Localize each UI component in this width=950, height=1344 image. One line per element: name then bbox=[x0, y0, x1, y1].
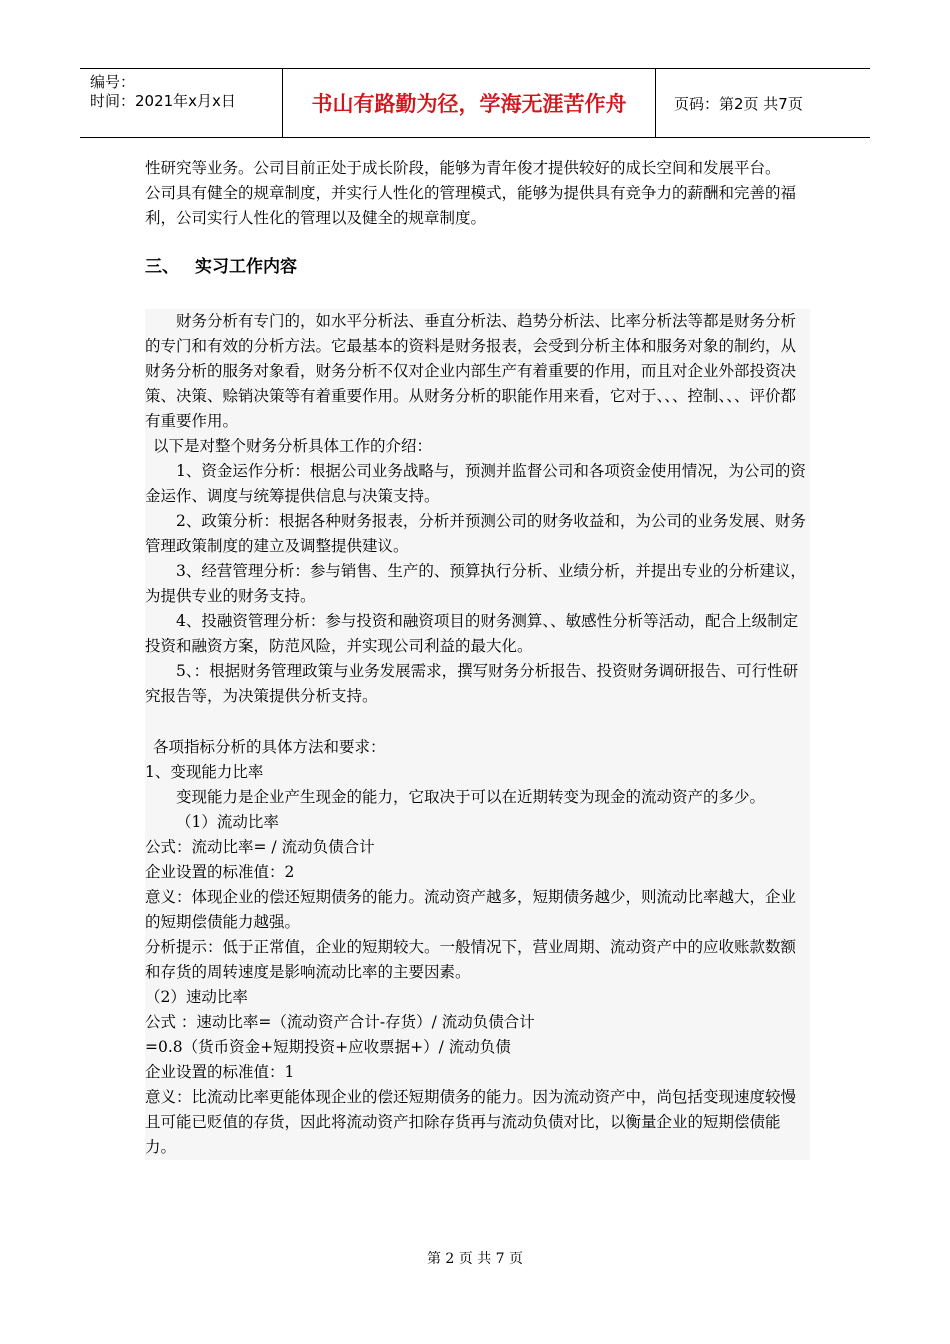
header-page-text: 页码：第2页 共7页 bbox=[674, 94, 803, 113]
list-item: 5、：根据财务管理政策与业务发展需求，撰写财务分析报告、投资财务调研报告、可行性研究报告等，为决策提供分析支持。 bbox=[145, 662, 799, 705]
intro-paragraph: 公司具有健全的规章制度，并实行人性化的管理模式，能够为提供具有竞争力的薪酬和完善的福利，公司实行人性化的管理以及健全的规章制度。 bbox=[145, 184, 797, 227]
quick-ratio-meaning: 意义：比流动比率更能体现企业的偿还短期债务的能力。因为流动资产中，尚包括变现速度较慢且可能已贬值的存货，因此将流动资产扣除存货再与流动负债对比，以衡量企业的短期偿债能力。 bbox=[145, 1088, 797, 1156]
current-ratio-tip: 分析提示：低于正常值，企业的短期较大。一般情况下，营业周期、流动资产中的应收账款数额和存货的周转速度是影响流动比率的主要因素。 bbox=[145, 938, 797, 981]
page-footer: 第 2 页 共 7 页 bbox=[426, 1251, 524, 1267]
list-intro: 以下是对整个财务分析具体工作的介绍： bbox=[153, 437, 433, 455]
current-ratio-standard: 企业设置的标准值：2 bbox=[145, 863, 295, 881]
document-body bbox=[145, 156, 810, 1160]
current-ratio-meaning: 意义：体现企业的偿还短期债务的能力。流动资产越多，短期债务越少，则流动比率越大，企业的短期偿债能力越强。 bbox=[145, 888, 797, 931]
section-number: 三、 bbox=[145, 257, 179, 277]
list-item: 2、政策分析：根据各种财务报表，分析并预测公司的财务收益和，为公司的业务发展、财务管理政策制度的建立及调整提供建议。 bbox=[145, 512, 806, 555]
page-header bbox=[80, 68, 870, 138]
list-item: 1、资金运作分析：根据公司业务战略与，预测并监督公司和各项资金使用情况，为公司的资金运作、调度与统筹提供信息与决策支持。 bbox=[145, 462, 806, 505]
shaded-text-block bbox=[145, 309, 810, 1160]
overview-paragraph: 财务分析有专门的，如水平分析法、垂直分析法、趋势分析法、比率分析法等都是财务分析的专门和有效的分析方法。它最基本的资料是财务报表，会受到分析主体和服务对象的制约，从财务分析的服务对象看，财务分析不仅对企业内部生产有着重要的作用，而且对企业外部投资决策、决策、赊销决策等有着重要作用。从财务分析的职能作用来看，它对于、、、控制、、、评价都有重要作用。 bbox=[145, 312, 797, 430]
intro-paragraph: 性研究等业务。公司目前正处于成长阶段，能够为青年俊才提供较好的成长空间和发展平台。 bbox=[145, 159, 781, 177]
current-ratio-formula: 公式：流动比率= / 流动负债合计 bbox=[145, 838, 375, 856]
quick-ratio-formula-2: =0.8（货币资金+短期投资+应收票据+）/ 流动负债 bbox=[145, 1038, 511, 1056]
document-number-label: 编号： bbox=[90, 73, 136, 91]
section-title: 实习工作内容 bbox=[195, 257, 297, 277]
header-page-label bbox=[666, 69, 870, 137]
indicators-heading: 1、变现能力比率 bbox=[145, 763, 264, 781]
section-heading bbox=[145, 253, 810, 281]
list-item: 3、经营管理分析：参与销售、生产的、预算执行分析、业绩分析，并提出专业的分析建议，为提供专业的财务支持。 bbox=[145, 562, 806, 605]
indicators-intro: 各项指标分析的具体方法和要求： bbox=[153, 738, 386, 756]
document-date-label: 时间：2021年x月x日 bbox=[90, 92, 236, 110]
quick-ratio-formula: 公式 ：速动比率=（流动资产合计-存货）/ 流动负债合计 bbox=[145, 1013, 535, 1031]
indicators-description: 变现能力是企业产生现金的能力，它取决于可以在近期转变为现金的流动资产的多少。 bbox=[176, 788, 766, 806]
header-motto: 书山有路勤为径，学海无涯苦作舟 bbox=[283, 69, 656, 137]
quick-ratio-title: （2）速动比率 bbox=[145, 988, 248, 1006]
current-ratio-title: （1）流动比率 bbox=[176, 813, 279, 831]
quick-ratio-standard: 企业设置的标准值：1 bbox=[145, 1063, 295, 1081]
paragraph-gap bbox=[145, 709, 810, 735]
list-item: 4、投融资管理分析：参与投资和融资项目的财务测算、、敏感性分析等活动，配合上级制定投资和融资方案，防范风险，并实现公司利益的最大化。 bbox=[145, 612, 799, 655]
header-meta bbox=[80, 69, 283, 137]
